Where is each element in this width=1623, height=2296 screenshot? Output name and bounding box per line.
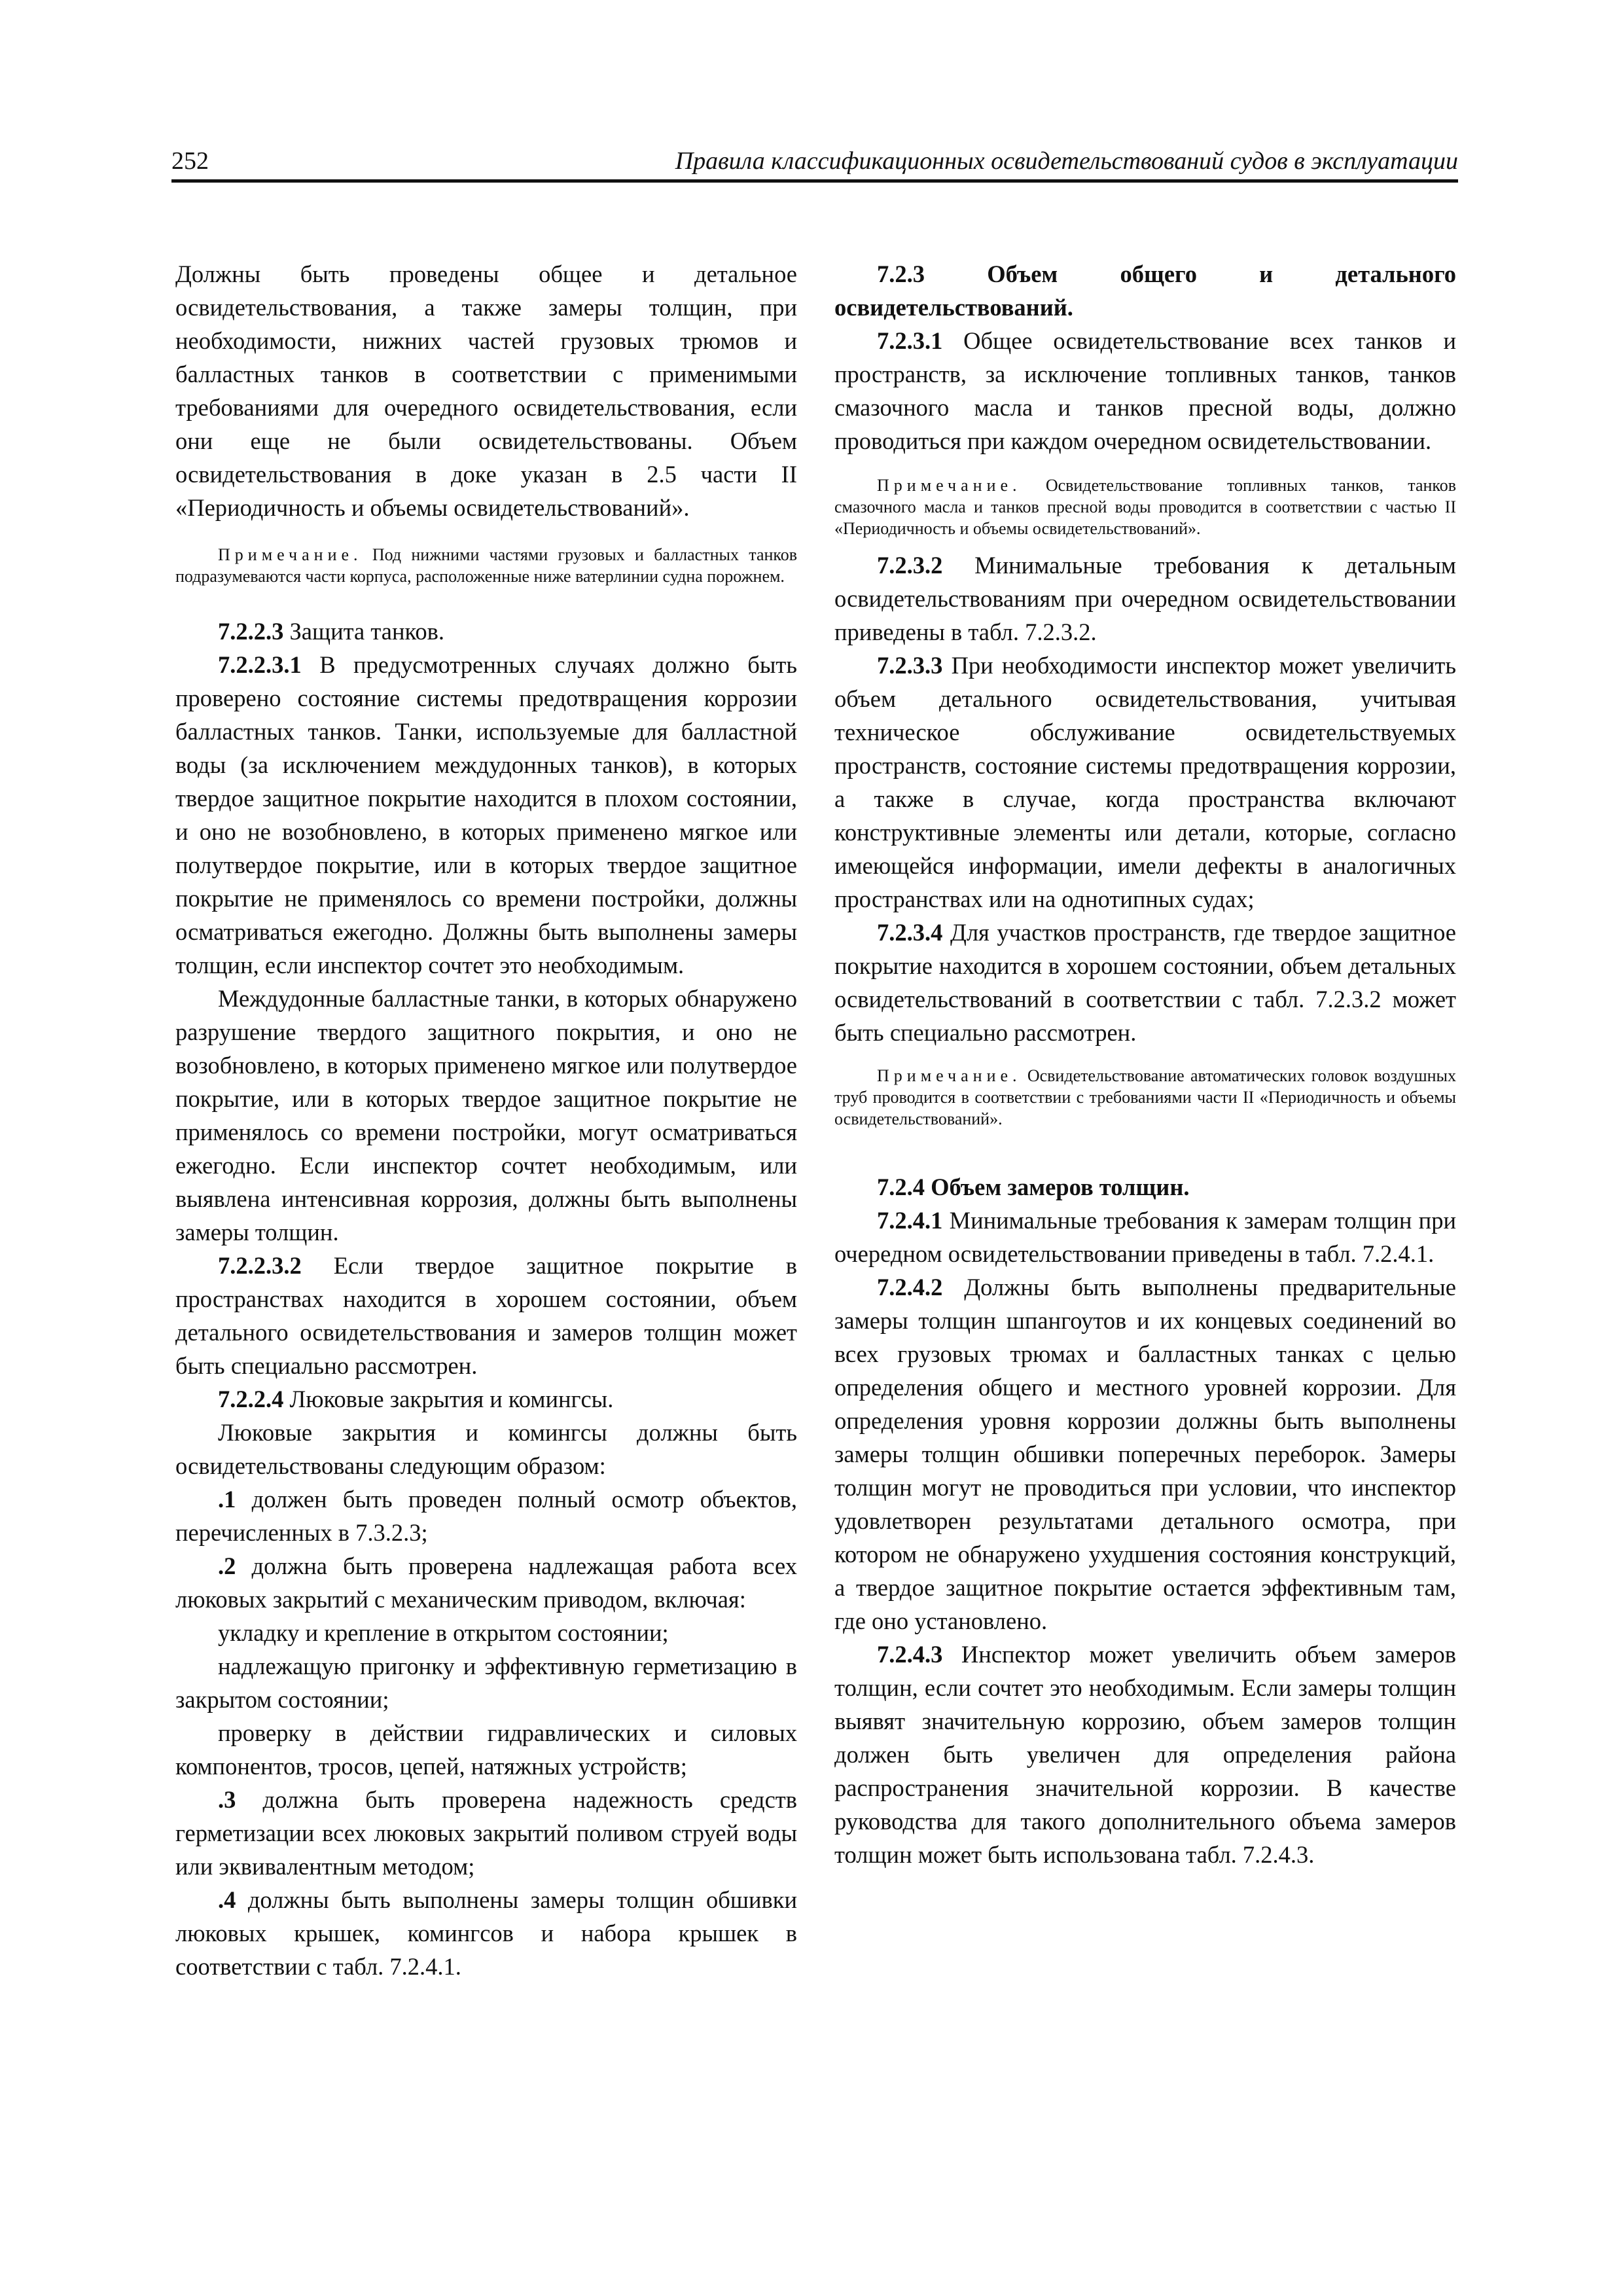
list-item: .1 должен быть проведен полный осмотр объектов, перечисленных в 7.3.2.3;: [175, 1486, 797, 1546]
page-number: 252: [171, 147, 209, 175]
note-text: Освидетельствование автоматических головок воздушных труб проводится в соответствии с требованиями части II «Периодичность и объемы освидетельствований».: [834, 1066, 1456, 1128]
section-7-2-2-3: 7.2.2.3 Защита танков.: [218, 618, 444, 645]
note-label: Примечание.: [877, 476, 1022, 495]
section-7-2-3-4: 7.2.3.4 Для участков пространств, где твердое защитное покрытие находится в хорошем состоянии, объем детальных освидетельствований в соответствии с табл. 7.2.3.2 может быть специально рассмотрен.: [834, 919, 1456, 1046]
note-label: Примечание.: [877, 1066, 1022, 1085]
section-7-2-2-3-2: 7.2.2.3.2 Если твердое защитное покрытие в пространствах находится в хорошем состоянии, объем детального освидетельствования и замеров толщин может быть специально рассмотрен.: [175, 1252, 797, 1379]
section-heading-7-2-3: 7.2.3 Объем общего и детального освидетельствований.: [834, 260, 1456, 321]
sub-item: проверку в действии гидравлических и силовых компонентов, тросов, цепей, натяжных устройств;: [175, 1719, 797, 1780]
note-text: Под нижними частями грузовых и балластных танков подразумеваются части корпуса, расположенные ниже ватерлинии судна порожнем.: [175, 545, 797, 586]
section-7-2-3-2: 7.2.3.2 Минимальные требования к детальным освидетельствованиям при очередном освидетельствовании приведены в табл. 7.2.3.2.: [834, 552, 1456, 645]
page-header: [171, 143, 1458, 183]
paragraph: Должны быть проведены общее и детальное освидетельствования, а также замеры толщин, при необходимости, нижних частей грузовых трюмов и балластных танков в соответствии с применимыми требованиями для очередного освидетельствования, если они еще не были освидетельствованы. Объем освидетельствования в доке указан в 2.5 части II «Периодичность и объемы освидетельствований».: [175, 260, 797, 521]
section-7-2-3-1: 7.2.3.1 Общее освидетельствование всех танков и пространств, за исключение топливных танков, танков смазочного масла и танков пресной воды, должно проводиться при каждом очередном освидетельствовании.: [834, 327, 1456, 454]
list-item: .3 должна быть проверена надежность средств герметизации всех люковых закрытий поливом струей воды или эквивалентным методом;: [175, 1786, 797, 1880]
section-7-2-3-3: 7.2.3.3 При необходимости инспектор может увеличить объем детального освидетельствования, учитывая техническое обслуживание освидетельствуемых пространств, состояние системы предотвращения коррозии, а также в случае, когда пространства включают конструктивные элементы или детали, которые, согласно имеющейся информации, имели дефекты в аналогичных пространствах или на однотипных судах;: [834, 652, 1456, 912]
left-column: [175, 257, 797, 1983]
section-7-2-4-1: 7.2.4.1 Минимальные требования к замерам толщин при очередном освидетельствовании приведены в табл. 7.2.4.1.: [834, 1207, 1456, 1267]
paragraph: Междудонные балластные танки, в которых обнаружено разрушение твердого защитного покрытия, и оно не возобновлено, в которых применено мягкое или полутвердое покрытие, или в которых твердое защитное покрытие не применялось со времени постройки, могут осматриваться ежегодно. Если инспектор сочтет необходимым, или выявлена интенсивная коррозия, должны быть выполнены замеры толщин.: [175, 985, 797, 1246]
section-7-2-2-4: 7.2.2.4 Люковые закрытия и комингсы.: [218, 1386, 614, 1412]
list-item: .4 должны быть выполнены замеры толщин обшивки люковых крышек, комингсов и набора крышек в соответствии с табл. 7.2.4.1.: [175, 1886, 797, 1980]
list-item: .2 должна быть проверена надлежащая работа всех люковых закрытий с механическим приводом, включая:: [175, 1552, 797, 1613]
sub-item: надлежащую пригонку и эффективную герметизацию в закрытом состоянии;: [175, 1653, 797, 1713]
sub-item: укладку и крепление в открытом состоянии;: [218, 1619, 669, 1646]
section-7-2-4-3: 7.2.4.3 Инспектор может увеличить объем замеров толщин, если сочтет это необходимым. Если замеры толщин выявят значительную коррозию, объем замеров толщин должен быть увеличен для определения района распространения значительной коррозии. В качестве руководства для такого дополнительного объема замеров толщин может быть использована табл. 7.2.4.3.: [834, 1641, 1456, 1868]
right-column: [834, 257, 1456, 1871]
running-title: Правила классификационных освидетельствований судов в эксплуатации: [675, 147, 1458, 175]
note-label: Примечание.: [218, 545, 363, 564]
section-heading-7-2-4: 7.2.4 Объем замеров толщин.: [877, 1174, 1190, 1200]
note: [834, 475, 1456, 539]
note: [834, 1065, 1456, 1130]
note-text: Освидетельствование топливных танков, танков смазочного масла и танков пресной воды проводится в соответствии с частью II «Периодичность и объемы освидетельствований».: [834, 476, 1456, 538]
note: [175, 544, 797, 587]
section-7-2-4-2: 7.2.4.2 Должны быть выполнены предварительные замеры толщин шпангоутов и их концевых соединений во всех грузовых трюмах и балластных танках с целью определения общего и местного уровней коррозии. Для определения уровня коррозии должны быть выполнены замеры толщин обшивки поперечных переборок. Замеры толщин могут не проводиться при условии, что инспектор удовлетворен результатами детального осмотра, при котором не обнаружено ухудшения состояния конструкций, а твердое защитное покрытие остается эффективным там, где оно установлено.: [834, 1274, 1456, 1634]
section-7-2-2-3-1: 7.2.2.3.1 В предусмотренных случаях должно быть проверено состояние системы предотвращения коррозии балластных танков. Танки, используемые для балластной воды (за исключением междудонных танков), в которых твердое защитное покрытие находится в плохом состоянии, и оно не возобновлено, в которых применено мягкое или полутвердое покрытие, или в которых твердое защитное покрытие не применялось со времени постройки, должны осматриваться ежегодно. Должны быть выполнены замеры толщин, если инспектор сочтет это необходимым.: [175, 651, 797, 978]
paragraph: Люковые закрытия и комингсы должны быть освидетельствованы следующим образом:: [175, 1419, 797, 1479]
